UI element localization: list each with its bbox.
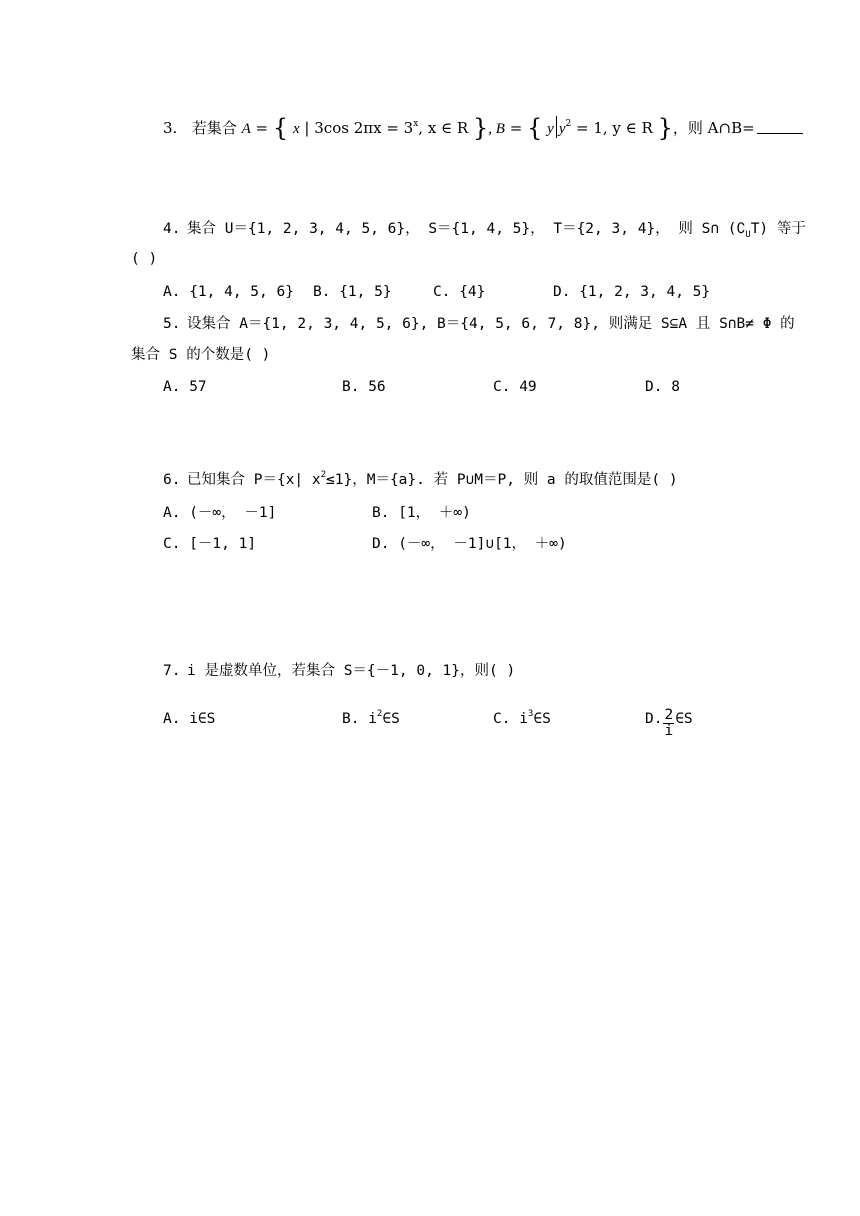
option-c[interactable]: C. [－1, 1]	[163, 536, 257, 552]
answer-blank[interactable]	[757, 119, 803, 134]
question-stem: 若集合	[191, 119, 237, 137]
option-c[interactable]: C. 49	[493, 379, 537, 395]
set-bar	[556, 116, 557, 138]
question-suffix: ，则 A∩B=	[672, 119, 755, 137]
exponent: 3	[527, 709, 534, 719]
set-a-label: A	[241, 121, 251, 137]
option-d[interactable]: D. {1, 2, 3, 4, 5}	[553, 284, 711, 300]
option-text: ∈S	[533, 711, 551, 727]
question-5-line-2: 集合 S 的个数是( )	[131, 347, 271, 363]
option-b[interactable]: B. {1, 5}	[313, 284, 392, 300]
question-stem: i 是虚数单位，若集合 S＝{－1, 0, 1}，则( )	[187, 663, 516, 679]
set-a-condition: 3cos 2πx = 3	[314, 119, 414, 137]
option-text: B. i	[342, 711, 377, 727]
equals-sign: =	[509, 119, 523, 137]
question-stem-end: ≤1}，M＝{a}. 若 P∪M＝P, 则 a 的取值范围是( )	[326, 472, 678, 488]
option-a[interactable]: A. (－∞， －1]	[163, 505, 277, 521]
question-7	[163, 660, 515, 682]
exponent: x	[413, 119, 419, 129]
set-b-tail: = 1, y ∈ R	[576, 119, 653, 137]
option-b[interactable]: B. 56	[342, 379, 386, 395]
question-3	[163, 116, 803, 140]
numerator: 2	[664, 707, 674, 723]
set-a-var: x	[292, 121, 300, 137]
answer-paren: ( )	[131, 251, 158, 267]
question-5	[163, 313, 795, 335]
question-stem: 已知集合 P＝{x| x	[187, 472, 321, 488]
question-number: 7.	[163, 663, 181, 679]
exponent: 2	[320, 470, 327, 480]
option-d[interactable]: D. (－∞， －1]∪[1， ＋∞)	[372, 536, 567, 552]
set-b-var: y	[547, 121, 554, 137]
option-c[interactable]: C. {4}	[433, 284, 486, 300]
option-text: ∈S	[675, 711, 693, 727]
fraction	[663, 708, 674, 739]
subscript: U	[745, 230, 751, 240]
set-bar: |	[304, 119, 310, 137]
question-6	[163, 469, 678, 491]
equals-sign: =	[255, 119, 269, 137]
question-number: 3.	[163, 119, 178, 137]
option-text: D.	[645, 711, 663, 727]
set-b-y: y	[558, 121, 566, 137]
left-brace: {	[527, 114, 543, 142]
question-4	[163, 218, 806, 240]
question-stem-end: T) 等于	[750, 221, 806, 237]
denominator: i	[664, 723, 674, 739]
question-number: 6.	[163, 472, 181, 488]
option-a[interactable]: A. 57	[163, 379, 207, 395]
question-number: 5.	[163, 316, 181, 332]
exponent: 2	[376, 709, 383, 719]
option-c[interactable]	[493, 708, 551, 730]
exponent: 2	[565, 119, 572, 129]
option-b[interactable]	[342, 708, 400, 730]
right-brace: }	[473, 114, 489, 142]
left-brace: {	[272, 114, 289, 142]
option-b[interactable]: B. [1， ＋∞)	[372, 505, 471, 521]
option-a[interactable]: A. {1, 4, 5, 6}	[163, 284, 294, 300]
set-a-tail: , x ∈ R	[418, 119, 469, 137]
set-b-label: , B	[488, 121, 505, 137]
right-brace: }	[657, 114, 673, 142]
option-text: ∈S	[382, 711, 400, 727]
option-d[interactable]: D. 8	[645, 379, 680, 395]
option-d[interactable]	[645, 708, 693, 739]
question-stem: 集合 U＝{1, 2, 3, 4, 5, 6}， S＝{1, 4, 5}， T＝{2, 3, 4}， 则 S∩ (∁	[187, 221, 746, 237]
question-stem: 设集合 A＝{1, 2, 3, 4, 5, 6}, B＝{4, 5, 6, 7, 8}, 则满足 S⊆A 且 S∩B≠ Φ 的	[187, 316, 795, 332]
option-a[interactable]: A. i∈S	[163, 711, 216, 727]
option-text: C. i	[493, 711, 528, 727]
question-number: 4.	[163, 221, 181, 237]
